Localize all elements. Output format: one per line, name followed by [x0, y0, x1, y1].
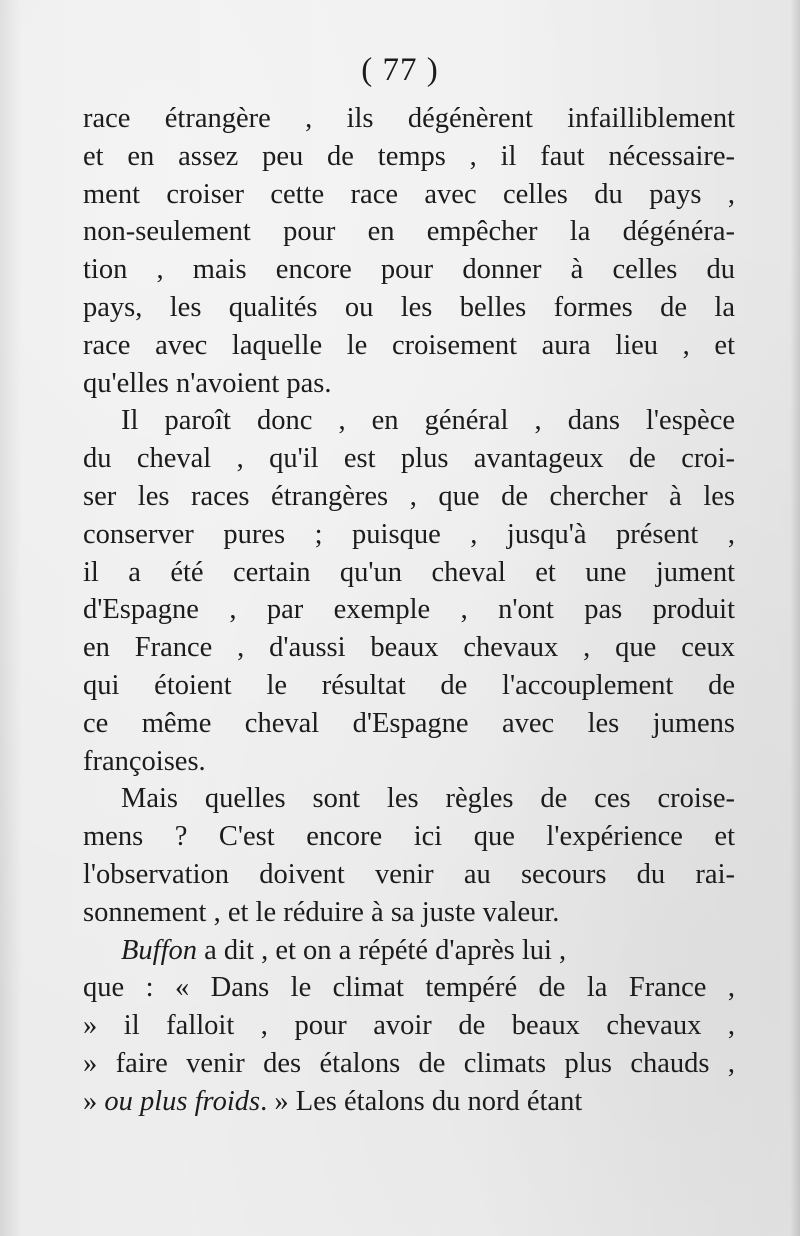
text-line: ce même cheval d'Espagne avec les jumens: [83, 707, 735, 739]
body-text: [83, 100, 735, 1121]
text-line: race étrangère , ils dégénèrent infailliblement: [83, 103, 735, 134]
text-line: Il paroît donc , en général , dans l'espèce: [121, 405, 735, 437]
text-line: en France , d'aussi beaux chevaux , que ceux: [83, 632, 735, 664]
text-line: d'Espagne , par exemple , n'ont pas produit: [83, 594, 735, 626]
text-line: ment croiser cette race avec celles du pays ,: [83, 178, 735, 210]
text-line: et en assez peu de temps , il faut nécessaire-: [83, 140, 735, 172]
text-line: du cheval , qu'il est plus avantageux de croi-: [83, 443, 735, 475]
text-line: tion , mais encore pour donner à celles du: [83, 254, 735, 286]
text-line: l'observation doivent venir au secours du rai-: [83, 858, 735, 890]
text-line: race avec laquelle le croisement aura lieu , et: [83, 329, 735, 361]
text-line: non-seulement pour en empêcher la dégénéra-: [83, 216, 735, 248]
text-line: il a été certain qu'un cheval et une jument: [83, 556, 735, 588]
text-span: »: [83, 1085, 105, 1117]
text-line: françoises.: [83, 745, 206, 777]
text-line: qu'elles n'avoient pas.: [83, 367, 332, 399]
text-line: sonnement , et le réduire à sa juste valeur.: [83, 896, 560, 928]
italic-phrase: ou plus froids: [104, 1085, 261, 1117]
text-line: » il falloit , pour avoir de beaux chevaux ,: [83, 1010, 735, 1042]
text-line: ser les races étrangères , que de chercher à les: [83, 480, 735, 512]
text-line: [83, 1083, 735, 1121]
page-edge-shadow: [790, 0, 800, 1236]
text-line: Mais quelles sont les règles de ces croise-: [121, 783, 735, 815]
text-line: que : « Dans le climat tempéré de la France ,: [83, 972, 735, 1004]
text-line: pays, les qualités ou les belles formes de la: [83, 291, 735, 323]
text-span: . » Les étalons du nord étant: [260, 1085, 583, 1117]
text-line: qui étoient le résultat de l'accouplement de: [83, 669, 735, 701]
author-name-italic: Buffon: [121, 934, 197, 966]
text-line: [83, 932, 735, 970]
text-span: a dit , et on a répété d'après lui ,: [197, 934, 567, 966]
text-line: » faire venir des étalons de climats plus chauds ,: [83, 1047, 735, 1079]
text-line: conserver pures ; puisque , jusqu'à présent ,: [83, 518, 735, 550]
page-number: ( 77 ): [361, 52, 439, 88]
text-line: mens ? C'est encore ici que l'expérience et: [83, 821, 735, 853]
